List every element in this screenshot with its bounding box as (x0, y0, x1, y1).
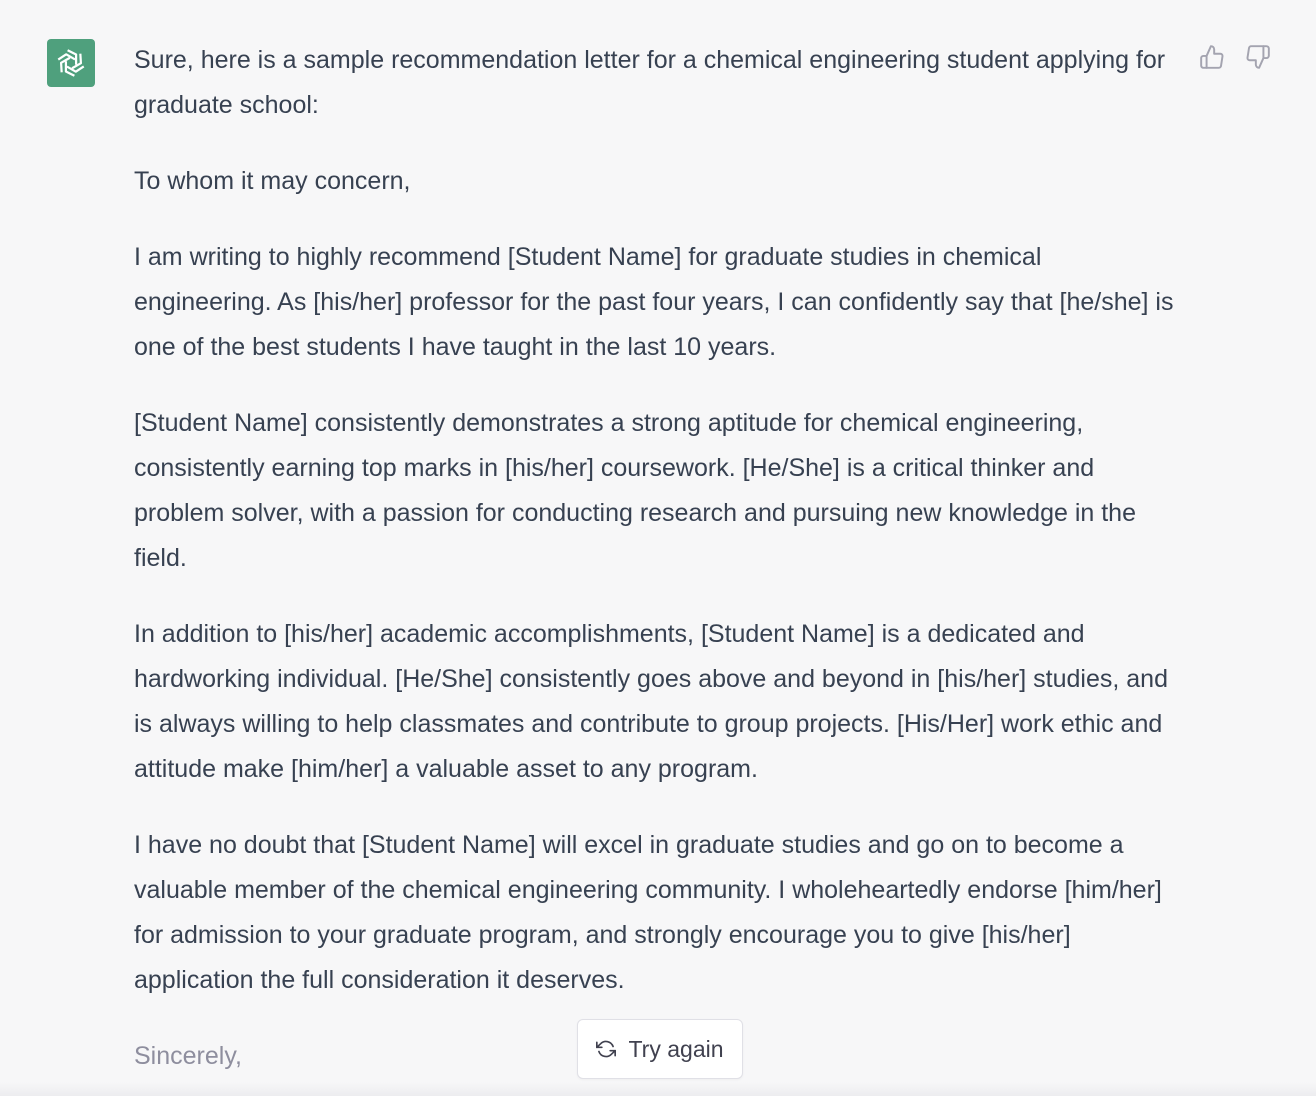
message-paragraph: Sure, here is a sample recommendation letter for a chemical engineering student applying for graduate school: (134, 46, 1166, 119)
try-again-label: Try again (628, 1035, 724, 1062)
thumbs-down-icon (1245, 44, 1271, 70)
thumbs-up-button[interactable] (1198, 42, 1226, 72)
message-paragraph: [Student Name] consistently demonstrates a strong aptitude for chemical engineering, consistently earning top marks in [his/her] coursework. [He/She] is a critical thinker and problem solver, with a passion for conducting research and pursuing new knowledge in the field. (134, 409, 1136, 572)
refresh-icon (596, 1039, 616, 1059)
message-paragraph: I have no doubt that [Student Name] will excel in graduate studies and go on to become a valuable member of the chemical engineering community. I wholeheartedly endorse [him/her] for admission to your graduate program, and strongly encourage you to give [his/her] application the full consideration it deserves. (134, 831, 1162, 994)
feedback-buttons (1198, 42, 1272, 72)
bottom-fade (0, 1082, 1316, 1096)
thumbs-up-icon (1199, 44, 1225, 70)
message-paragraph: To whom it may concern, (134, 167, 411, 195)
message-paragraph-closing: Sincerely, (134, 1042, 242, 1070)
assistant-message (134, 38, 1179, 1096)
message-paragraph: I am writing to highly recommend [Student Name] for graduate studies in chemical engineering. As [his/her] professor for the past four years, I can confidently say that [he/she] is one of the best students I have taught in the last 10 years. (134, 243, 1174, 361)
try-again-button[interactable] (577, 1019, 743, 1079)
message-paragraph: In addition to [his/her] academic accomplishments, [Student Name] is a dedicated and hardworking individual. [He/She] consistently goes above and beyond in [his/her] studies, and is always willing to help classmates and contribute to group projects. [His/Her] work ethic and attitude make [him/her] a valuable asset to any program. (134, 620, 1168, 783)
thumbs-down-button[interactable] (1244, 42, 1272, 72)
openai-logo-icon (47, 39, 95, 87)
